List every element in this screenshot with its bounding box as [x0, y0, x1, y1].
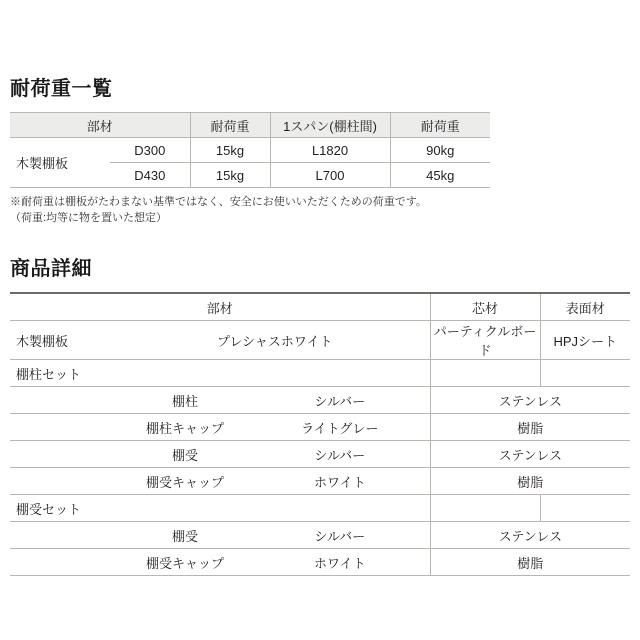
load-header-capacity-2: 耐荷重 — [390, 113, 490, 138]
detail-row-color: ホワイト — [250, 468, 430, 495]
detail-row-surface — [540, 360, 630, 387]
detail-row-core — [430, 360, 540, 387]
detail-row-indent — [10, 441, 120, 468]
load-row-span: L1820 — [270, 138, 390, 163]
detail-row-indent — [10, 387, 120, 414]
load-note-line-2: （荷重:均等に物を置いた想定） — [10, 212, 168, 224]
detail-row-color: ホワイト — [250, 549, 430, 576]
product-detail-table — [10, 292, 630, 576]
detail-row-indent — [10, 522, 120, 549]
detail-row-color: ライトグレー — [250, 414, 430, 441]
load-header-span: 1スパン(棚柱間) — [270, 113, 390, 138]
detail-row-name: 棚受 — [120, 441, 250, 468]
detail-row-name: 棚柱キャップ — [120, 414, 250, 441]
load-table-container — [10, 112, 630, 188]
detail-row-name: 木製棚板 — [10, 321, 120, 360]
detail-row-group-name: 棚柱セット — [10, 360, 430, 387]
load-row-span: L700 — [270, 163, 390, 188]
table-row — [10, 495, 630, 522]
detail-row-core: ステンレス — [430, 441, 630, 468]
load-capacity-table — [10, 112, 630, 188]
load-row-part-name: 木製棚板 — [10, 138, 110, 188]
detail-row-surface — [540, 495, 630, 522]
load-row-capacity-2: 45kg — [390, 163, 490, 188]
detail-row-name: 棚受キャップ — [120, 549, 250, 576]
load-row-model: D300 — [110, 138, 190, 163]
detail-row-color: シルバー — [250, 441, 430, 468]
load-note-line-1: ※耐荷重は棚板がたわまない基準ではなく、安全にお使いいただくための荷重です。 — [10, 196, 427, 208]
detail-header-part: 部材 — [10, 293, 430, 321]
detail-row-core: 樹脂 — [430, 468, 630, 495]
detail-row-color: プレシャスホワイト — [120, 321, 430, 360]
detail-header-core: 芯材 — [430, 293, 540, 321]
load-section-title: 耐荷重一覧 — [10, 78, 113, 100]
load-row-capacity-2: 90kg — [390, 138, 490, 163]
detail-row-color: シルバー — [250, 387, 430, 414]
table-row — [10, 468, 630, 495]
detail-row-indent — [10, 414, 120, 441]
detail-row-group-name: 棚受セット — [10, 495, 430, 522]
detail-row-indent — [10, 549, 120, 576]
detail-row-name: 棚受 — [120, 522, 250, 549]
detail-row-color: シルバー — [250, 522, 430, 549]
detail-row-name: 棚柱 — [120, 387, 250, 414]
detail-row-core: ステンレス — [430, 522, 630, 549]
detail-row-core: ステンレス — [430, 387, 630, 414]
detail-row-core — [430, 495, 540, 522]
detail-section-title: 商品詳細 — [10, 258, 92, 280]
table-row — [10, 549, 630, 576]
load-header-spacer — [490, 113, 630, 138]
detail-row-surface: HPJシート — [540, 321, 630, 360]
load-row-spacer — [490, 138, 630, 163]
table-header-row — [10, 293, 630, 321]
table-row — [10, 360, 630, 387]
load-row-capacity-1: 15kg — [190, 163, 270, 188]
table-row — [10, 441, 630, 468]
detail-row-indent — [10, 468, 120, 495]
table-header-row — [10, 113, 630, 138]
table-row — [10, 414, 630, 441]
detail-row-core: 樹脂 — [430, 414, 630, 441]
detail-row-name: 棚受キャップ — [120, 468, 250, 495]
load-row-spacer — [490, 163, 630, 188]
load-row-capacity-1: 15kg — [190, 138, 270, 163]
table-row — [10, 522, 630, 549]
load-header-part: 部材 — [10, 113, 190, 138]
table-row — [10, 387, 630, 414]
detail-row-core: パーティクルボード — [430, 321, 540, 360]
detail-table-container — [10, 292, 630, 576]
table-row — [10, 138, 630, 163]
table-row — [10, 321, 630, 360]
detail-row-core: 樹脂 — [430, 549, 630, 576]
load-header-capacity-1: 耐荷重 — [190, 113, 270, 138]
load-row-model: D430 — [110, 163, 190, 188]
detail-header-surface: 表面材 — [540, 293, 630, 321]
